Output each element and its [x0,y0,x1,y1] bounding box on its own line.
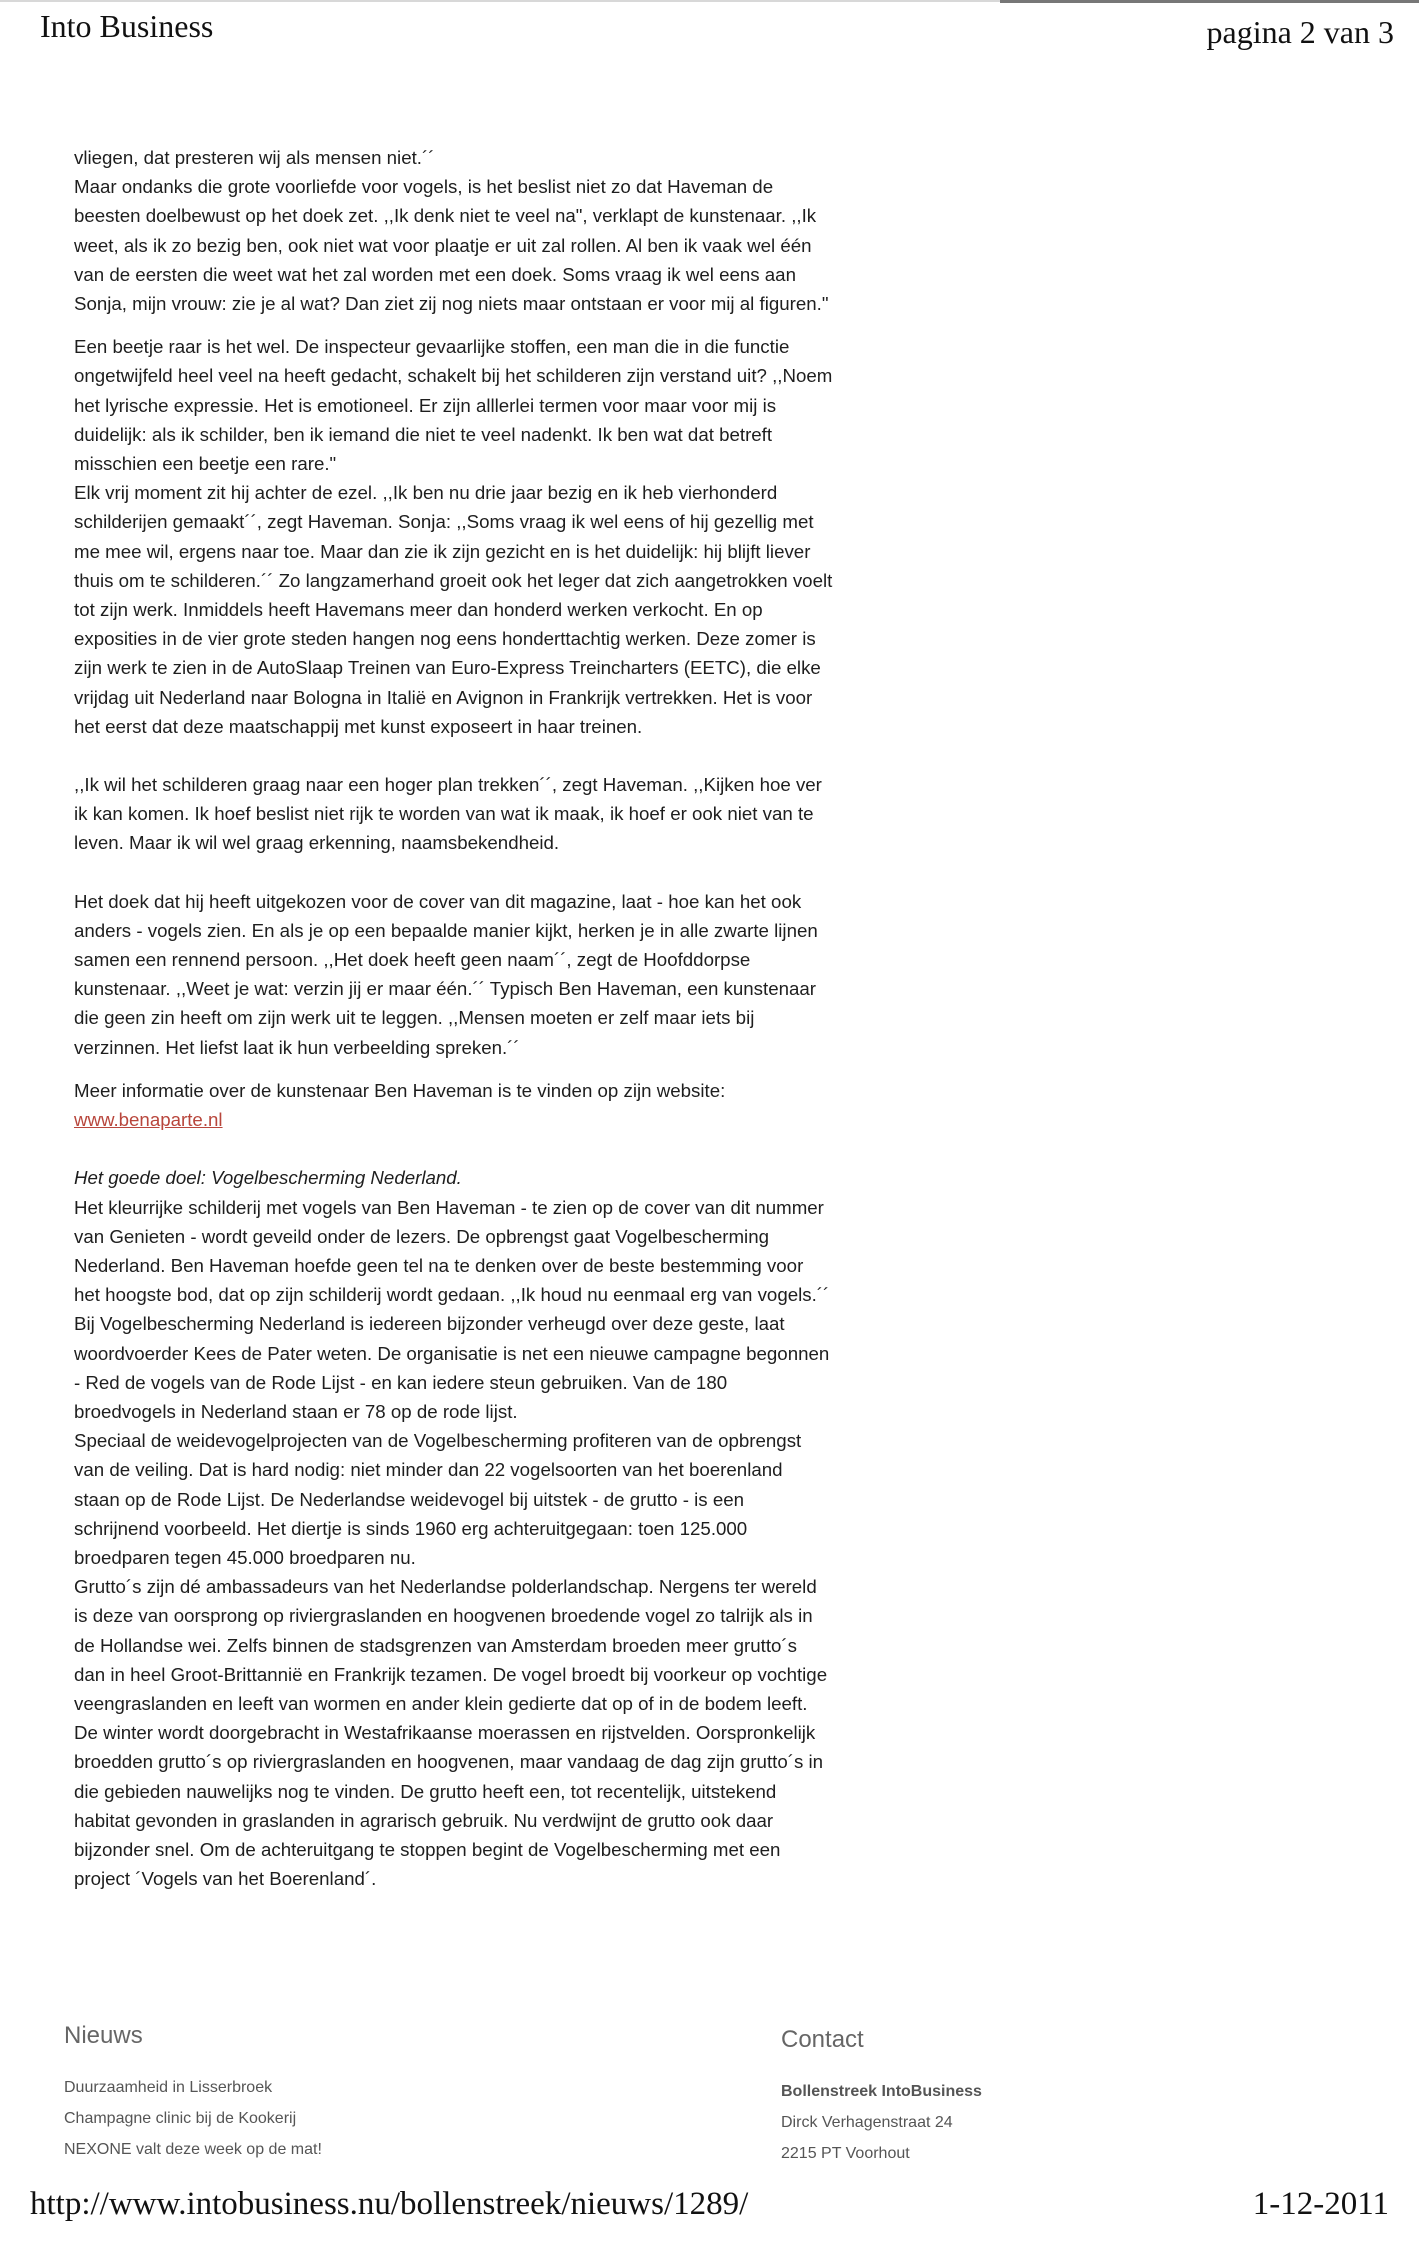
text-line: thuis om te schilderen.´´ Zo langzamerhand groeit ook het leger dat zich aangetrokken voelt [74,569,833,591]
contact-name: Bollenstreek IntoBusiness [781,2083,982,2100]
text-line: samen een rennend persoon. ,,Het doek heeft geen naam´´, zegt de Hoofddorpse [74,949,751,971]
text-line: broedparen tegen 45.000 broedparen nu. [74,1546,416,1568]
text-line: leven. Maar ik wil wel graag erkenning, naamsbekendheid. [74,832,560,854]
text-line: zijn werk te zien in de AutoSlaap Treinen van Euro-Express Treincharters (EETC), die elke [74,657,821,679]
text-line: Bij Vogelbescherming Nederland is iedereen bijzonder verheugd over deze geste, laat [74,1313,785,1335]
text-line: Elk vrij moment zit hij achter de ezel. ,,Ik ben nu drie jaar bezig en ik heb vierhonderd [74,482,778,504]
text-line: Het kleurrijke schilderij met vogels van Ben Haveman - te zien op de cover van dit nummer [74,1196,824,1218]
text-line: weet, als ik zo bezig ben, ook niet wat voor plaatje er uit zal rollen. Al ben ik vaak wel één [74,234,812,256]
text-line: ,,Ik wil het schilderen graag naar een hoger plan trekken´´, zegt Haveman. ,,Kijken hoe ver [74,774,822,796]
scan-top-edge [1000,0,1419,3]
text-line: die gebieden nauwelijks nog te vinden. De grutto heeft een, tot recentelijk, uitstekend [74,1780,777,1802]
contact-city: 2215 PT Voorhout [781,2145,910,2162]
text-line: beesten doelbewust op het doek zet. ,,Ik denk niet te veel na", verklapt de kunstenaar. ,,Ik [74,205,817,227]
text-line: Het doek dat hij heeft uitgekozen voor de cover van dit magazine, laat - hoe kan het ook [74,890,802,912]
contact-heading: Contact [781,2026,864,2053]
print-url: http://www.intobusiness.nu/bollenstreek/nieuws/1289/ [30,2186,749,2222]
text-line: De winter wordt doorgebracht in Westafrikaanse moerassen en rijstvelden. Oorspronkelijk [74,1722,816,1744]
text-line: Nederland. Ben Haveman hoefde geen tel na te denken over de beste bestemming voor [74,1254,804,1276]
text-line: is deze van oorsprong op riviergraslanden en hoogvenen broedende vogel zo talrijk als in [74,1605,813,1627]
subheading-goede-doel: Het goede doel: Vogelbescherming Nederland. [74,1167,462,1189]
text-line: van de veiling. Dat is hard nodig: niet minder dan 22 vogelsoorten van het boerenland [74,1459,783,1481]
text-line: duidelijk: als ik schilder, ben ik iemand die niet te veel nadenkt. Ik ben wat dat betreft [74,423,773,445]
text-line: die geen zin heeft om zijn werk uit te leggen. ,,Mensen moeten er zelf maar iets bij [74,1007,755,1029]
contact-street: Dirck Verhagenstraat 24 [781,2114,953,2131]
text-line: veengraslanden en leeft van wormen en ander klein gedierte dat op of in de bodem leeft. [74,1692,808,1714]
news-item-3[interactable]: NEXONE valt deze week op de mat! [64,2141,322,2158]
text-line: van de eersten die weet wat het zal worden met een doek. Soms vraag ik wel eens aan [74,263,796,285]
text-line: project ´Vogels van het Boerenland´. [74,1868,377,1890]
text-line: misschien een beetje een rare." [74,453,337,475]
text-line: kunstenaar. ,,Weet je wat: verzin jij er maar één.´´ Typisch Ben Haveman, een kunstenaar [74,978,816,1000]
text-line: woordvoerder Kees de Pater weten. De organisatie is net een nieuwe campagne begonnen [74,1342,830,1364]
text-line: Speciaal de weidevogelprojecten van de Vogelbescherming profiteren van de opbrengst [74,1430,802,1452]
text-line: broedden grutto´s op riviergraslanden en hoogvenen, maar vandaag de dag zijn grutto´s in [74,1751,824,1773]
paragraph-3 [74,770,884,858]
paragraph-4 [74,887,884,1062]
text-line: dan in heel Groot-Brittannië en Frankrijk tezamen. De vogel broedt bij voorkeur op vochtige [74,1663,828,1685]
text-line: het eerst dat deze maatschappij met kunst exposeert in haar treinen. [74,715,643,737]
text-line: anders - vogels zien. En als je op een bepaalde manier kijkt, herken je in alle zwarte lijnen [74,919,818,941]
text-line: tot zijn werk. Inmiddels heeft Havemans meer dan honderd werken verkocht. En op [74,599,763,621]
article-body [74,143,884,1893]
text-line: Sonja, mijn vrouw: zie je al wat? Dan ziet zij nog niets maar ontstaan er voor mij al figuren." [74,293,829,315]
text-line: schrijnend voorbeeld. Het diertje is sinds 1960 erg achteruitgegaan: toen 125.000 [74,1517,748,1539]
news-section [64,2022,322,2165]
paragraph-2 [74,332,884,741]
site-title: Into Business [40,8,214,44]
text-line: vrijdag uit Nederland naar Bologna in Italië en Avignon in Frankrijk vertrekken. Het is voor [74,686,813,708]
text-line: bijzonder snel. Om de achteruitgang te stoppen begint de Vogelbescherming met een [74,1838,781,1860]
text-line: het hoogste bod, dat op zijn schilderij wordt gedaan. ,,Ik houd nu eenmaal erg van vogels.´´ [74,1284,830,1306]
text-line: het lyrische expressie. Het is emotioneel. Er zijn alllerlei termen voor maar voor mij is [74,394,777,416]
text-line: vliegen, dat presteren wij als mensen niet.´´ [74,147,435,168]
text-line: me mee wil, ergens naar toe. Maar dan zie ik zijn gezicht en is het duidelijk: hij blijft liever [74,540,811,562]
paragraph-1 [74,143,884,318]
text-line: ongetwijfeld heel veel na heeft gedacht, schakelt bij het schilderen zijn verstand uit? ,,Noem [74,365,833,387]
news-item-2[interactable]: Champagne clinic bij de Kookerij [64,2110,297,2127]
text-line: Grutto´s zijn dé ambassadeurs van het Nederlandse polderlandschap. Nergens ter wereld [74,1576,817,1598]
news-item-1[interactable]: Duurzaamheid in Lisserbroek [64,2079,273,2096]
text-line: schilderijen gemaakt´´, zegt Haveman. Sonja: ,,Soms vraag ik wel eens of hij gezellig met [74,511,814,533]
page-indicator: pagina 2 van 3 [1206,14,1394,50]
paragraph-5 [74,1193,884,1894]
text-line: Maar ondanks die grote voorliefde voor vogels, is het beslist niet zo dat Haveman de [74,176,774,198]
text-line: habitat gevonden in graslanden in agrarisch gebruik. Nu verdwijnt de grutto ook daar [74,1809,774,1831]
text-line: ik kan komen. Ik hoef beslist niet rijk te worden van wat ik maak, ik hoef er ook niet van te [74,803,814,825]
news-heading: Nieuws [64,2022,143,2049]
text-line: van Genieten - wordt geveild onder de lezers. De opbrengst gaat Vogelbescherming [74,1225,769,1247]
website-link[interactable]: www.benaparte.nl [74,1109,223,1131]
text-line: - Red de vogels van de Rode Lijst - en kan iedere steun gebruiken. Van de 180 [74,1371,728,1393]
more-info-text: Meer informatie over de kunstenaar Ben Haveman is te vinden op zijn website: [74,1079,726,1101]
print-date: 1-12-2011 [1252,2186,1389,2222]
text-line: verzinnen. Het liefst laat ik hun verbeelding spreken.´´ [74,1036,520,1058]
text-line: Een beetje raar is het wel. De inspecteur gevaarlijke stoffen, een man die in die functie [74,336,790,358]
contact-section [781,2026,982,2169]
text-line: broedvogels in Nederland staan er 78 op de rode lijst. [74,1400,518,1422]
text-line: de Hollandse wei. Zelfs binnen de stadsgrenzen van Amsterdam broeden meer grutto´s [74,1634,797,1656]
text-line: exposities in de vier grote steden hangen nog eens honderttachtig werken. Deze zomer is [74,628,816,650]
text-line: staan op de Rode Lijst. De Nederlandse weidevogel bij uitstek - de grutto - is een [74,1488,745,1510]
